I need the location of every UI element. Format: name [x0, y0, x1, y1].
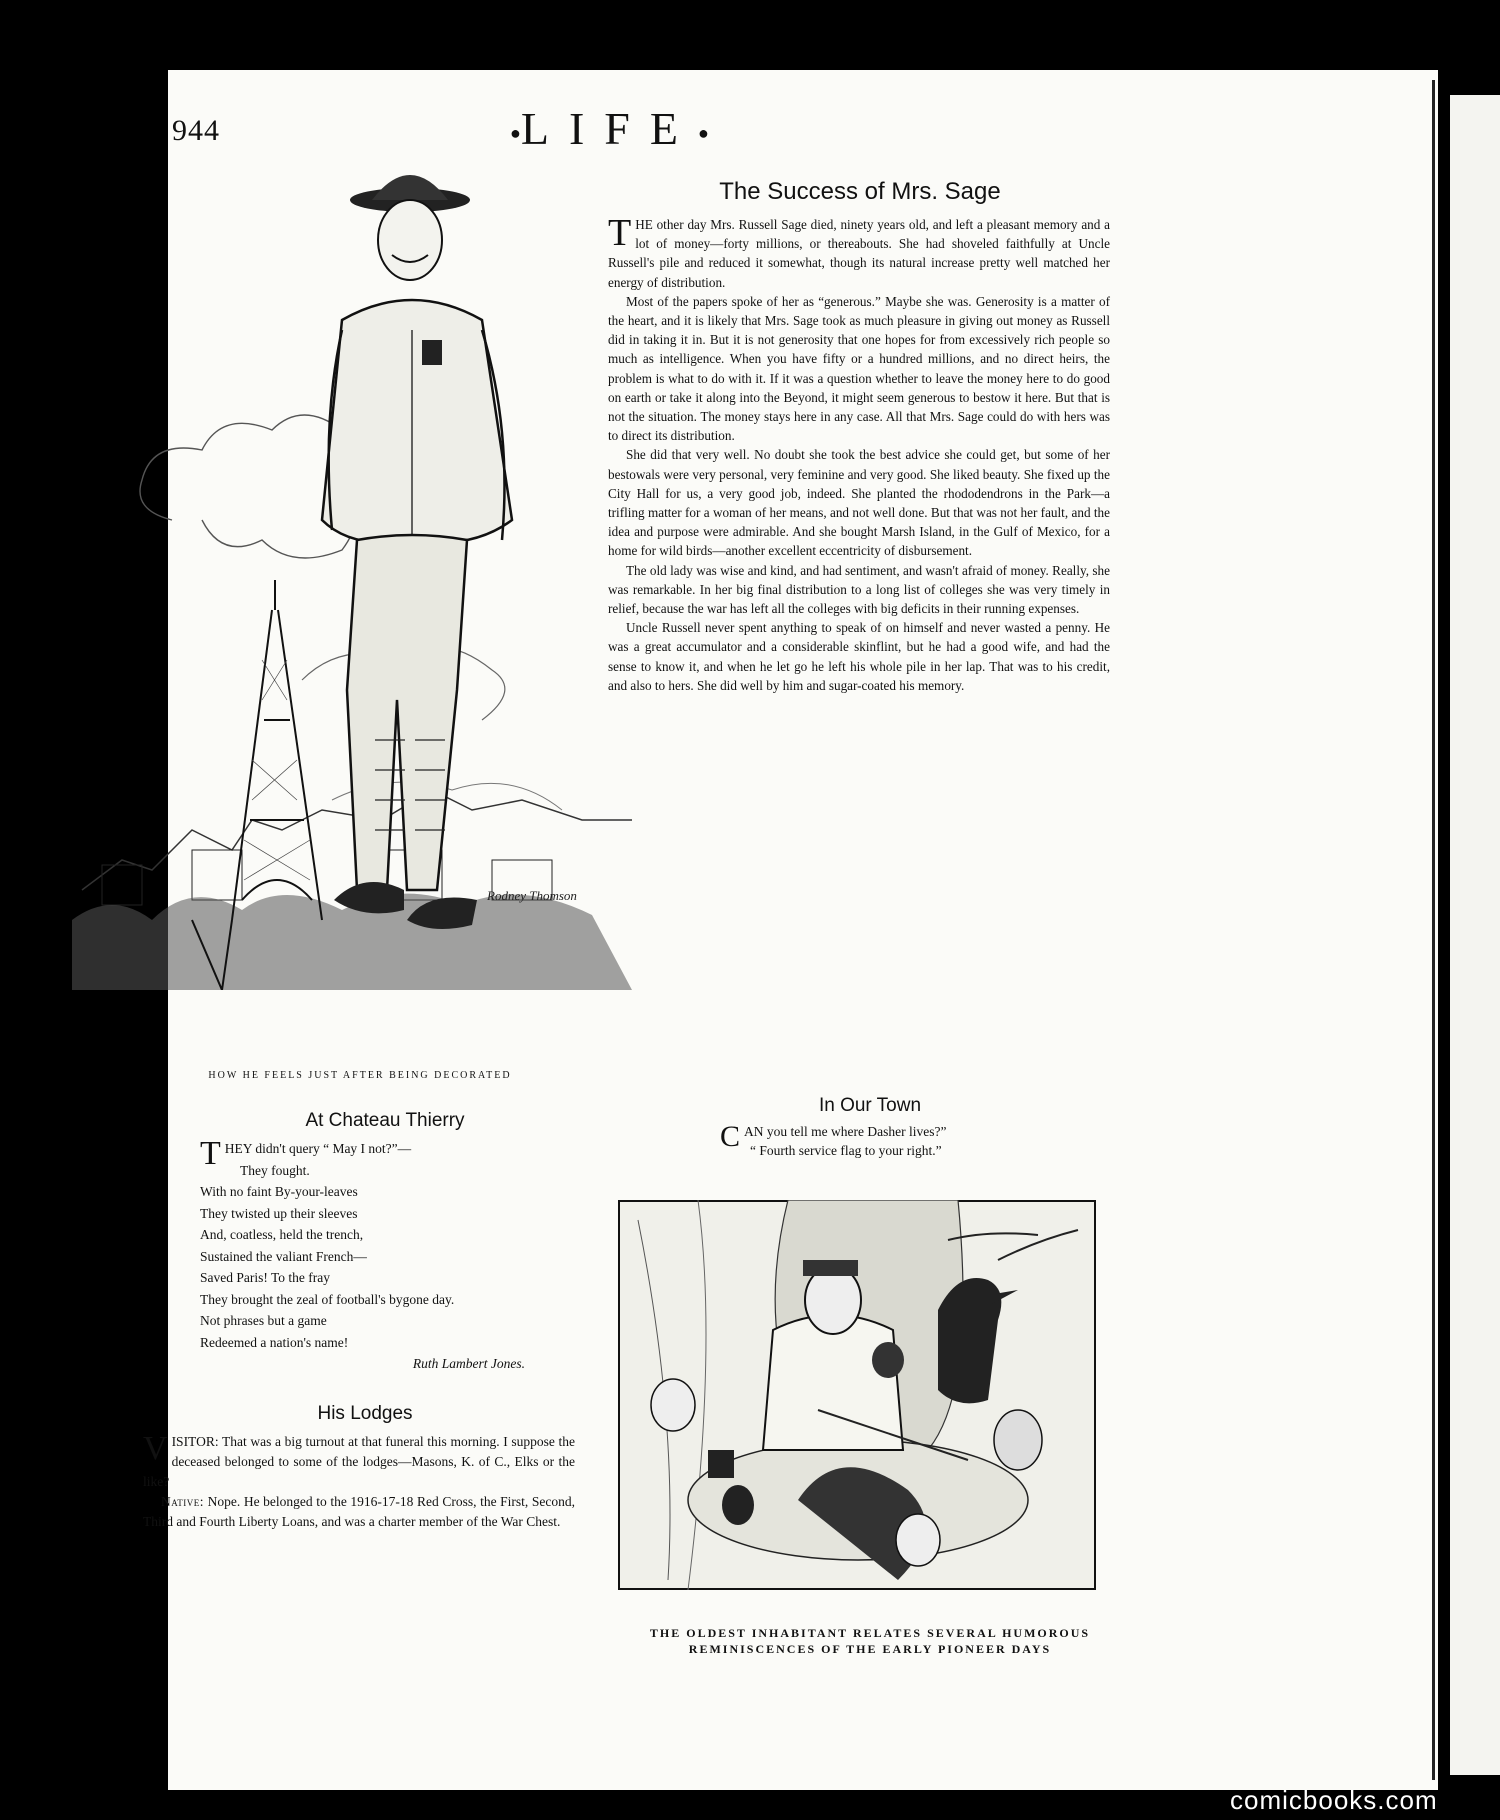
- cartoon-caption-line-2: REMINISCENCES OF THE EARLY PIONEER DAYS: [688, 1642, 1052, 1656]
- poem-line: They fought.: [240, 1162, 310, 1178]
- cartoon-caption: [620, 1625, 1120, 1657]
- town-joke: [720, 1122, 1050, 1160]
- poem-line: And, coatless, held the trench,: [200, 1227, 364, 1242]
- masthead-title: [510, 102, 1010, 155]
- sage-paragraph-2: Most of the papers spoke of her as “generous.” Maybe she was. Generosity is a matter of the heart, and it is likely that Mrs. Sage took as much pleasure in giving out money as Russell did in taking it in. But it is not generosity that one hopes for from excessively rich people so much as intelligence. When you have fifty or a hundred millions, and no direct heirs, the problem is what to do with it. If it was a question whether to leave the money here to do good on earth or take it along into the Beyond, it might seem generous to bestow it here. But that is not the situation. The money stays here in any case. All that Mrs. Sage could do with hers was to direct its distribution.: [608, 293, 1110, 444]
- sage-paragraph-1-text: HE other day Mrs. Russell Sage died, ninety years old, and left a pleasant memory and a lot of money—forty millions, or thereabouts. She had shoveled faithfully at Uncle Russell's pile and reduced it somewhat, though its natural increase pretty well matched her energy of distribution.: [608, 217, 1110, 290]
- page-number: 944: [172, 114, 220, 147]
- soldier-eiffel-tower-illustration: [72, 160, 632, 990]
- poem-line: With no faint By-your-leaves: [200, 1184, 358, 1199]
- visitor-label: ISITOR:: [171, 1434, 219, 1449]
- illustration-signature: Rodney Thomson: [487, 888, 577, 903]
- sage-paragraph-5: Uncle Russell never spent anything to speak of on himself and never wasted a penny. He was a great accumulator and a considerable skinflint, but he had a good wife, and had the sense to know it, and when he let go he left his whole pile in her lap. That was to his credit, and also to hers. She did well by him and sugar-coated his memory.: [608, 620, 1110, 693]
- sage-heading: The Success of Mrs. Sage: [719, 178, 1001, 205]
- lodges-native: [143, 1492, 575, 1532]
- animals-storytelling-cartoon: [618, 1200, 1096, 1590]
- poem-line: Saved Paris! To the fray: [200, 1270, 331, 1285]
- chateau-dropcap: T: [200, 1135, 221, 1172]
- lodges-dropcap: V: [143, 1430, 168, 1467]
- town-line-2: “ Fourth service flag to your right.”: [750, 1143, 942, 1158]
- poem-line: Redeemed a nation's name!: [200, 1334, 349, 1350]
- visitor-text: That was a big turnout at that funeral this morning. I suppose the deceased belonged to some of the lodges—Masons, K. of C., Elks or the like?: [143, 1434, 575, 1489]
- watermark-logo: comicbooks.com: [1230, 1785, 1438, 1815]
- lodges-dialogue: [143, 1432, 575, 1532]
- poem-line: They twisted up their sleeves: [200, 1205, 358, 1221]
- sage-paragraph-4: The old lady was wise and kind, and had sentiment, and wasn't afraid of money. Really, she was remarkable. In her big final distribution to a long list of colleges she was very timely in relief, because the war has left all the colleges with big deficits in their running expenses.: [608, 562, 1110, 617]
- sage-dropcap: T: [608, 212, 632, 254]
- cartoon-caption-line-1: THE OLDEST INHABITANT RELATES SEVERAL HUMOROUS: [649, 1626, 1091, 1640]
- sage-paragraph-3: She did that very well. No doubt she took the best advice she could get, but some of her bestowals were very personal, very feminine and very good. She liked beauty. She fixed up the City Hall for us, a very good job, indeed. She planted the rhododendrons in the Park—a trifling matter for a woman of her means, and not well done. But that was not her fault, and the idea and purpose were admirable. And she bought Marsh Island, in the Gulf of Mexico, for a home for wild birds—another excellent eccentricity of disbursement.: [608, 447, 1110, 559]
- native-label: Native:: [161, 1494, 204, 1509]
- illustration-caption: HOW HE FEELS JUST AFTER BEING DECORATED: [208, 1070, 512, 1081]
- poem-line: Not phrases but a game: [200, 1313, 327, 1328]
- poem-author: Ruth Lambert Jones.: [412, 1356, 525, 1371]
- poem-line: They brought the zeal of football's bygone day.: [200, 1291, 455, 1307]
- poem-line: Sustained the valiant French—: [200, 1248, 367, 1264]
- town-line-1: AN you tell me where Dasher lives?”: [744, 1124, 947, 1139]
- native-text: Nope. He belonged to the 1916-17-18 Red Cross, the First, Second, Third and Fourth Liberty Loans, and was a charter member of the War Chest.: [143, 1494, 576, 1529]
- chateau-heading: At Chateau Thierry: [305, 1110, 465, 1131]
- sage-essay: [608, 212, 1110, 695]
- chateau-poem: [200, 1135, 570, 1375]
- masthead-dot-left: ●: [510, 122, 521, 143]
- town-heading: In Our Town: [818, 1095, 922, 1116]
- next-page-edge: [1450, 95, 1500, 1775]
- binding-line: [1432, 80, 1435, 1780]
- town-dropcap: C: [720, 1120, 741, 1153]
- masthead-text: LIFE: [520, 103, 698, 154]
- lodges-heading: His Lodges: [317, 1403, 413, 1424]
- masthead-dot-right: ●: [697, 122, 709, 143]
- sage-paragraph-1: [608, 212, 1110, 292]
- lodges-visitor: [143, 1432, 575, 1492]
- poem-line: HEY didn't query “ May I not?”—: [224, 1141, 412, 1156]
